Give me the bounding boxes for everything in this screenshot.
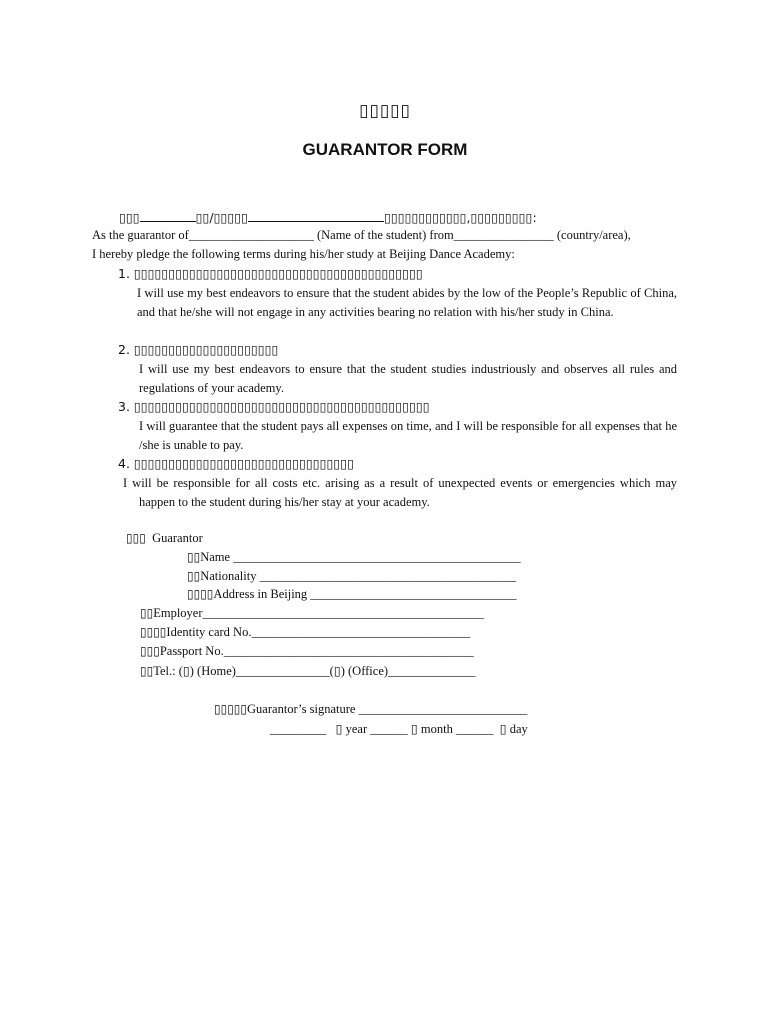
nationality-field: [187, 569, 516, 584]
title-chinese: ▯▯▯▯▯: [359, 101, 411, 121]
employer-label-en: Employer_____________________________________________: [153, 606, 484, 620]
date-field: [270, 721, 528, 737]
date-year: ▯ year ______: [335, 722, 408, 736]
signature-label-en: Guarantor’s signature ___________________________: [247, 702, 528, 716]
name-label-cn: ▯▯: [187, 550, 201, 564]
address-label-en: Address in Beijing _________________________________: [213, 587, 517, 601]
pledge-cn-middle: ▯▯/▯▯▯▯▯: [195, 210, 249, 225]
term-4-chinese: 4. ▯▯▯▯▯▯▯▯▯▯▯▯▯▯▯▯▯▯▯▯▯▯▯▯▯▯▯▯▯▯▯▯: [118, 456, 355, 471]
nationality-label-en: Nationality _________________________________________: [200, 569, 516, 583]
student-name-blank-line: [140, 209, 196, 222]
term-2-chinese: 2. ▯▯▯▯▯▯▯▯▯▯▯▯▯▯▯▯▯▯▯▯▯: [118, 342, 279, 357]
title-english: GUARANTOR FORM: [302, 140, 468, 159]
pledge-cn-prefix: ▯▯▯: [119, 210, 140, 225]
term-3-text: I will guarantee that the student pays all expenses on time, and I will be responsible for all expenses that he /she is unable to pay.: [139, 419, 677, 452]
date-day: ▯ day: [499, 722, 528, 736]
pledge-chinese-line: [119, 209, 537, 225]
passport-label-cn: ▯▯▯: [140, 644, 160, 658]
pledge-english-line-2: I hereby pledge the following terms during his/her study at Beijing Dance Academy:: [92, 247, 515, 261]
address-field: [187, 587, 517, 602]
signature-label-cn: ▯▯▯▯▯: [214, 702, 248, 716]
guarantor-heading-cn: ▯▯▯: [126, 531, 146, 545]
term-2-text: I will use my best endeavors to ensure that the student studies industriously and observes all rules and regulations of your academy.: [139, 362, 677, 395]
date-blank: _________: [270, 722, 327, 736]
identity-card-field: [140, 625, 470, 640]
identity-label-en: Identity card No.___________________________________: [166, 625, 471, 639]
telephone-field: [140, 663, 476, 679]
tel-label-cn: ▯▯: [140, 664, 154, 678]
guarantor-heading: [126, 531, 203, 546]
address-label-cn: ▯▯▯▯: [187, 587, 214, 601]
identity-label-cn: ▯▯▯▯: [140, 625, 167, 639]
nationality-label-cn: ▯▯: [187, 569, 201, 583]
pledge-english-line-1: As the guarantor of____________________ (Name of the student) from________________ (country/area),: [92, 228, 631, 242]
passport-field: [140, 644, 474, 659]
term-3-chinese: 3. ▯▯▯▯▯▯▯▯▯▯▯▯▯▯▯▯▯▯▯▯▯▯▯▯▯▯▯▯▯▯▯▯▯▯▯▯▯▯▯▯▯▯▯: [118, 399, 430, 414]
signature-field: [214, 702, 527, 717]
name-label-en: Name ______________________________________________: [200, 550, 521, 564]
country-blank-line: [248, 209, 384, 222]
term-1-text: I will use my best endeavors to ensure that the student abides by the low of the People’s Republic of China, and that he/she will not engage in any activities bearing no relation with his/her study in China.: [137, 286, 677, 319]
pledge-cn-suffix: ▯▯▯▯▯▯▯▯▯▯▯▯,▯▯▯▯▯▯▯▯▯:: [384, 210, 537, 225]
name-field: [187, 550, 521, 565]
date-month: ▯ month ______: [410, 722, 494, 736]
employer-field: [140, 606, 484, 621]
tel-label-en: Tel.: (▯) (Home)_______________(▯) (Office)______________: [153, 664, 476, 678]
employer-label-cn: ▯▯: [140, 606, 154, 620]
term-1-chinese: 1. ▯▯▯▯▯▯▯▯▯▯▯▯▯▯▯▯▯▯▯▯▯▯▯▯▯▯▯▯▯▯▯▯▯▯▯▯▯▯▯▯▯▯: [118, 266, 423, 281]
passport-label-en: Passport No.________________________________________: [159, 644, 474, 658]
term-4-text: I will be responsible for all costs etc. arising as a result of unexpected events or emergencies which may happen to the student during his/her stay at your academy.: [123, 476, 677, 509]
guarantor-heading-en: Guarantor: [152, 531, 203, 545]
